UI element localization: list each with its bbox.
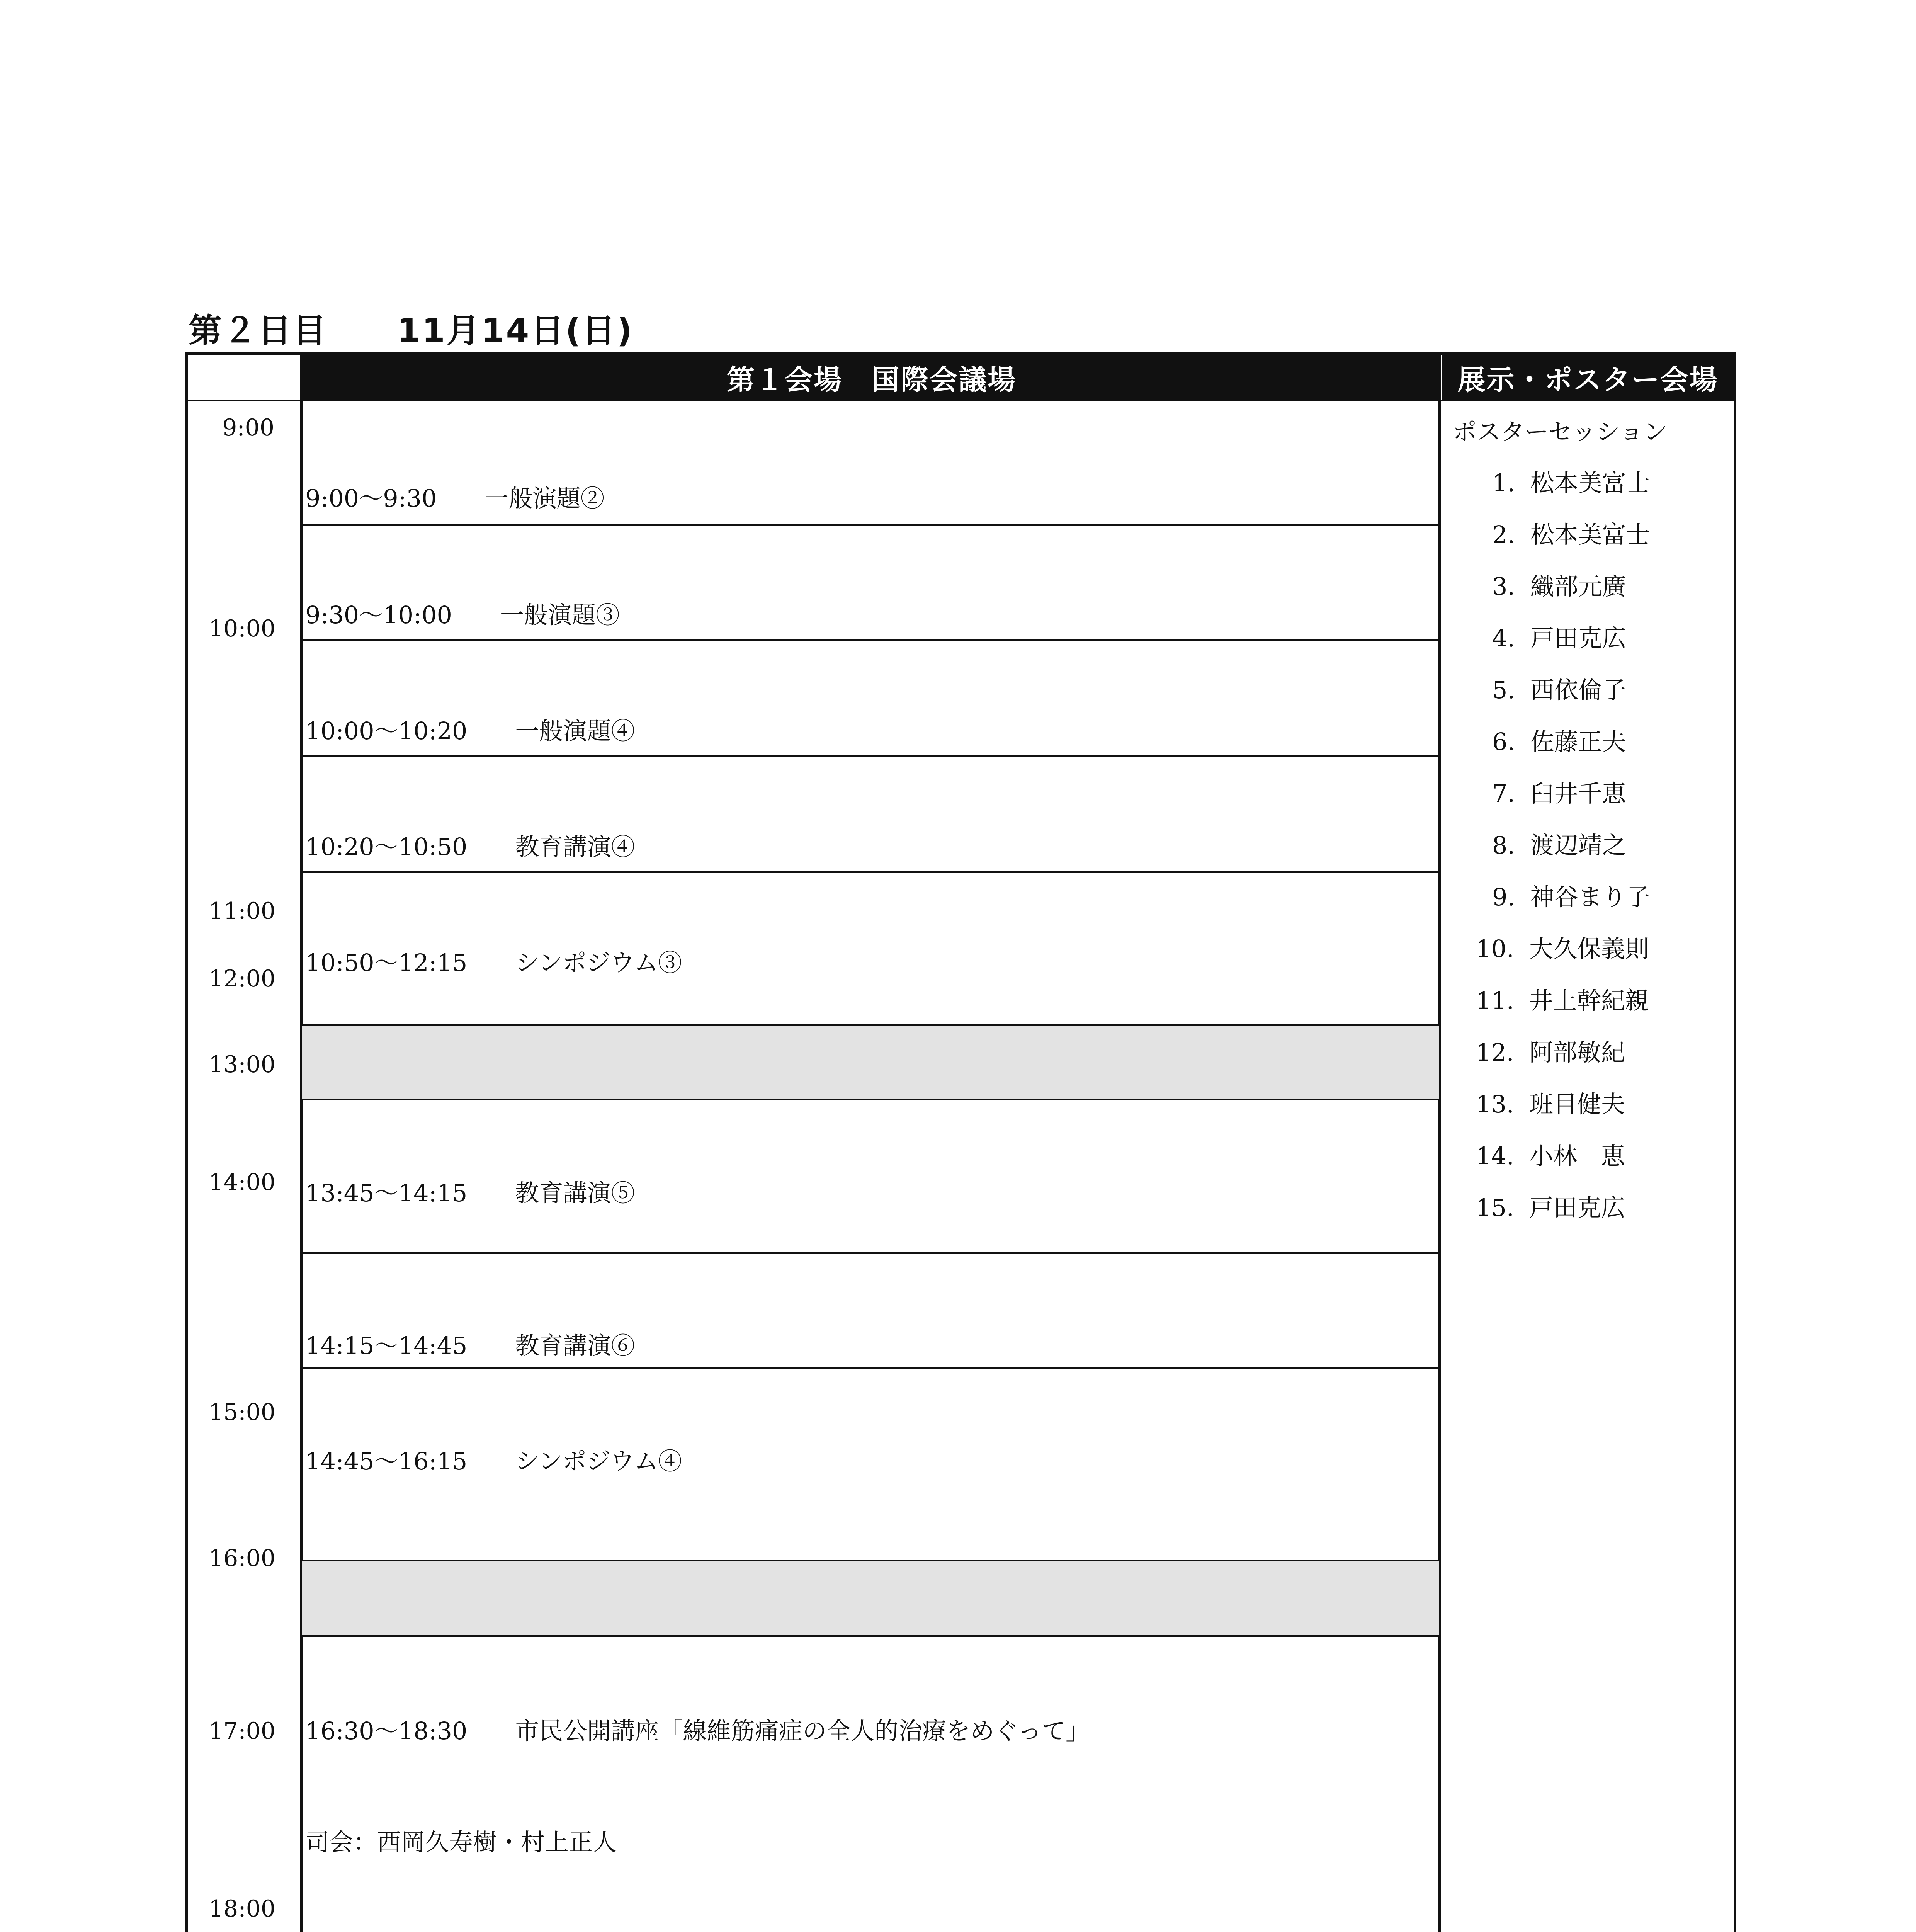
poster-item: 9. 神谷まり子 [1492, 883, 1650, 911]
session-block [305, 754, 1437, 870]
session-line: 10:00～10:20 一般演題④ [305, 717, 635, 745]
poster-item: 14. 小林 恵 [1476, 1142, 1625, 1170]
main-hall-header: 第１会場 国際会議場 [303, 355, 1440, 400]
poster-item: 11. 井上幹紀親 [1476, 986, 1649, 1015]
session-block [305, 1100, 1437, 1252]
time-label: 12:00 [209, 965, 275, 992]
time-label: 16:00 [209, 1545, 275, 1572]
session-line: 10:20～10:50 教育講演④ [305, 833, 635, 861]
poster-item: 10. 大久保義則 [1476, 935, 1649, 963]
poster-item: 5. 西依倫子 [1492, 676, 1626, 704]
session-block [305, 870, 1437, 1023]
time-label: 9:00 [222, 414, 274, 441]
poster-item: 2. 松本美富士 [1492, 520, 1650, 549]
poster-item: 1. 松本美富士 [1492, 469, 1650, 497]
poster-item: 3. 織部元廣 [1492, 572, 1626, 600]
session-block [305, 406, 1437, 522]
poster-item: 7. 臼井千恵 [1492, 779, 1626, 808]
time-label: 18:00 [209, 1895, 275, 1922]
closing-remarks-block [302, 1561, 1439, 1635]
poster-item: 6. 佐藤正夫 [1492, 728, 1626, 756]
session-line: 13:45～14:15 教育講演⑤ [305, 1179, 635, 1207]
session-line: 9:30～10:00 一般演題③ [305, 601, 620, 629]
poster-item: 8. 渡辺靖之 [1492, 831, 1626, 859]
session-line: 10:50～12:15 シンポジウム③ [305, 949, 682, 977]
poster-hall-header: 展示・ポスター会場 [1442, 355, 1734, 400]
public-lecture-block [305, 1638, 1437, 1932]
poster-session-title: ポスターセッション [1453, 418, 1668, 446]
session-block [305, 1253, 1437, 1367]
time-label: 17:00 [209, 1718, 275, 1745]
poster-item: 13. 班目健夫 [1476, 1090, 1625, 1118]
time-label: 11:00 [209, 898, 275, 925]
session-line: 14:15～14:45 教育講演⑥ [305, 1332, 635, 1360]
poster-item: 12. 阿部敏紀 [1476, 1038, 1625, 1066]
poster-item: 15. 戸田克広 [1476, 1194, 1625, 1222]
session-line: 9:00～9:30 一般演題② [305, 484, 605, 512]
day-title: 第２日目 11月14日(日) [189, 311, 634, 350]
session-block [305, 1369, 1437, 1519]
session-line: 14:45～16:15 シンポジウム④ [305, 1447, 682, 1475]
time-label: 13:00 [209, 1051, 275, 1078]
session-block [305, 638, 1437, 754]
time-label: 10:00 [209, 615, 275, 642]
time-label: 15:00 [209, 1399, 275, 1426]
poster-item: 4. 戸田克広 [1492, 624, 1626, 652]
time-label: 14:00 [209, 1169, 275, 1196]
lunch-break-block [302, 1026, 1439, 1099]
session-line: 16:30～18:30 市民公開講座「線維筋痛症の全人的治療をめぐって」 [305, 1717, 1090, 1745]
session-line: 司会：西岡久寿樹・村上正人 [305, 1828, 617, 1856]
session-block [305, 522, 1437, 638]
